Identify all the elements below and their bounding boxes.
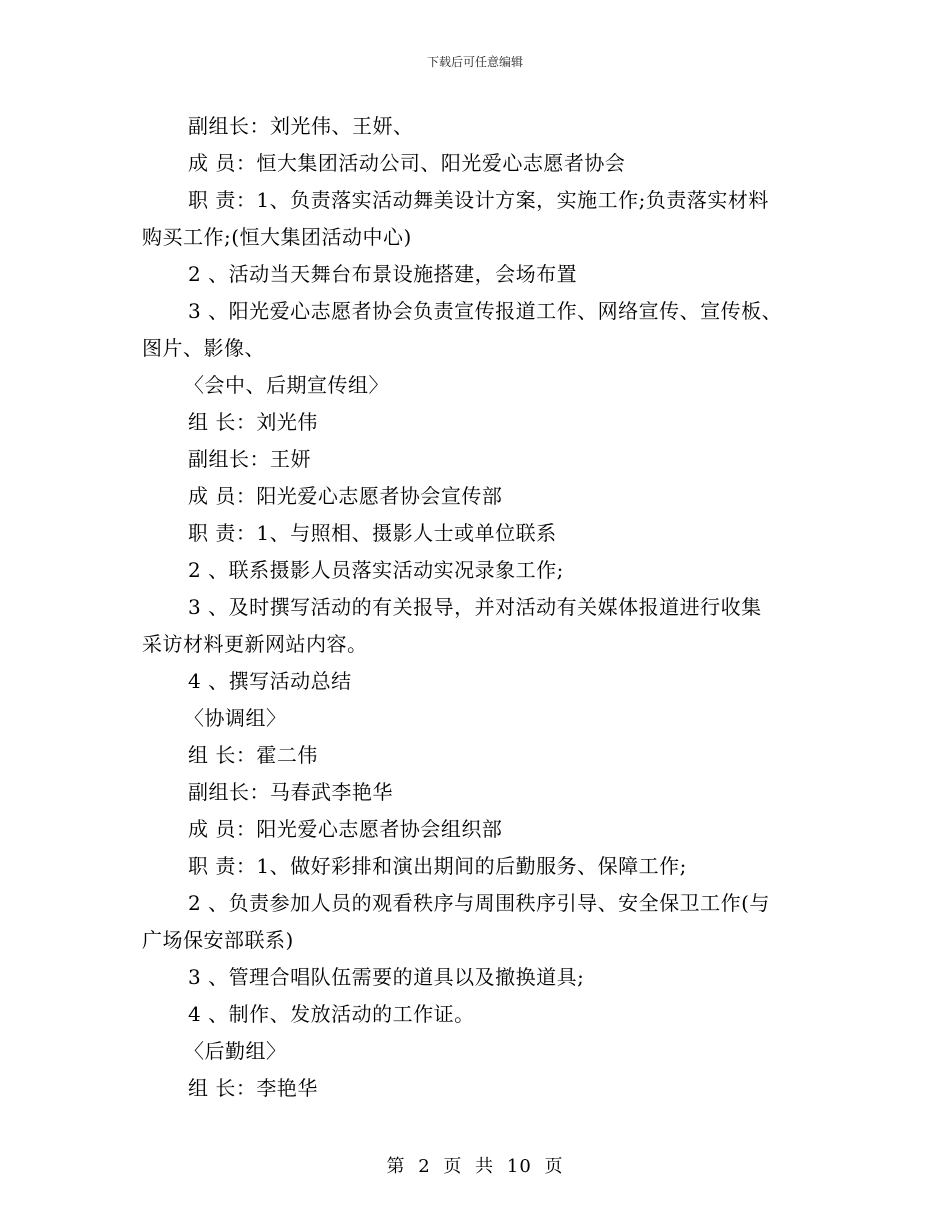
text-line: 3 、管理合唱队伍需要的道具以及撤换道具;	[188, 965, 585, 989]
text-line: 4 、撰写活动总结	[188, 669, 352, 693]
text-line: 图片、影像、	[142, 336, 265, 360]
page-header: 下载后可任意编辑	[426, 55, 523, 69]
text-line: 广场保安部联系)	[142, 928, 294, 952]
document-body	[142, 108, 822, 1107]
text-line: 3 、及时撰写活动的有关报导，并对活动有关媒体报道进行收集	[188, 595, 762, 619]
page-word: 页	[443, 1156, 463, 1177]
text-line: 成 员：阳光爱心志愿者协会宣传部	[188, 484, 503, 508]
text-line: 副组长：马春武李艳华	[188, 780, 393, 804]
page-number	[0, 1155, 950, 1179]
text-line: 组 长：李艳华	[188, 1076, 318, 1100]
page-suffix: 页	[544, 1156, 564, 1177]
text-line: 职 责：1、与照相、摄影人士或单位联系	[188, 521, 557, 545]
text-line: 3 、阳光爱心志愿者协会负责宣传报道工作、网络宣传、宣传板、	[188, 299, 783, 323]
text-line: 职 责：1、做好彩排和演出期间的后勤服务、保障工作;	[188, 854, 687, 878]
text-line: 采访材料更新网站内容。	[142, 632, 368, 656]
text-line: 2 、联系摄影人员落实活动实况录象工作;	[188, 558, 564, 582]
text-line: 组 长：霍二伟	[188, 743, 318, 767]
text-line: 副组长：刘光伟、王妍、	[188, 114, 414, 138]
text-line: 组 长：刘光伟	[188, 410, 318, 434]
text-line: 2 、活动当天舞台布景设施搭建，会场布置	[188, 262, 578, 286]
total-prefix: 共	[475, 1156, 495, 1177]
text-line: 2 、负责参加人员的观看秩序与周围秩序引导、安全保卫工作(与	[188, 891, 770, 915]
page-prefix: 第	[386, 1156, 406, 1177]
text-line: 成 员：阳光爱心志愿者协会组织部	[188, 817, 503, 841]
total-pages: 10	[506, 1156, 532, 1177]
text-line: 副组长：王妍	[188, 447, 311, 471]
text-line: 购买工作;(恒大集团活动中心)	[142, 225, 412, 249]
section-heading: 〈会中、后期宣传组〉	[184, 373, 389, 397]
text-line: 成 员：恒大集团活动公司、阳光爱心志愿者协会	[188, 151, 626, 175]
section-heading: 〈后勤组〉	[184, 1039, 287, 1063]
section-heading: 〈协调组〉	[184, 706, 287, 730]
text-line: 4 、制作、发放活动的工作证。	[188, 1002, 475, 1026]
current-page: 2	[418, 1156, 431, 1177]
text-line: 职 责：1、负责落实活动舞美设计方案，实施工作;负责落实材料	[188, 188, 769, 212]
